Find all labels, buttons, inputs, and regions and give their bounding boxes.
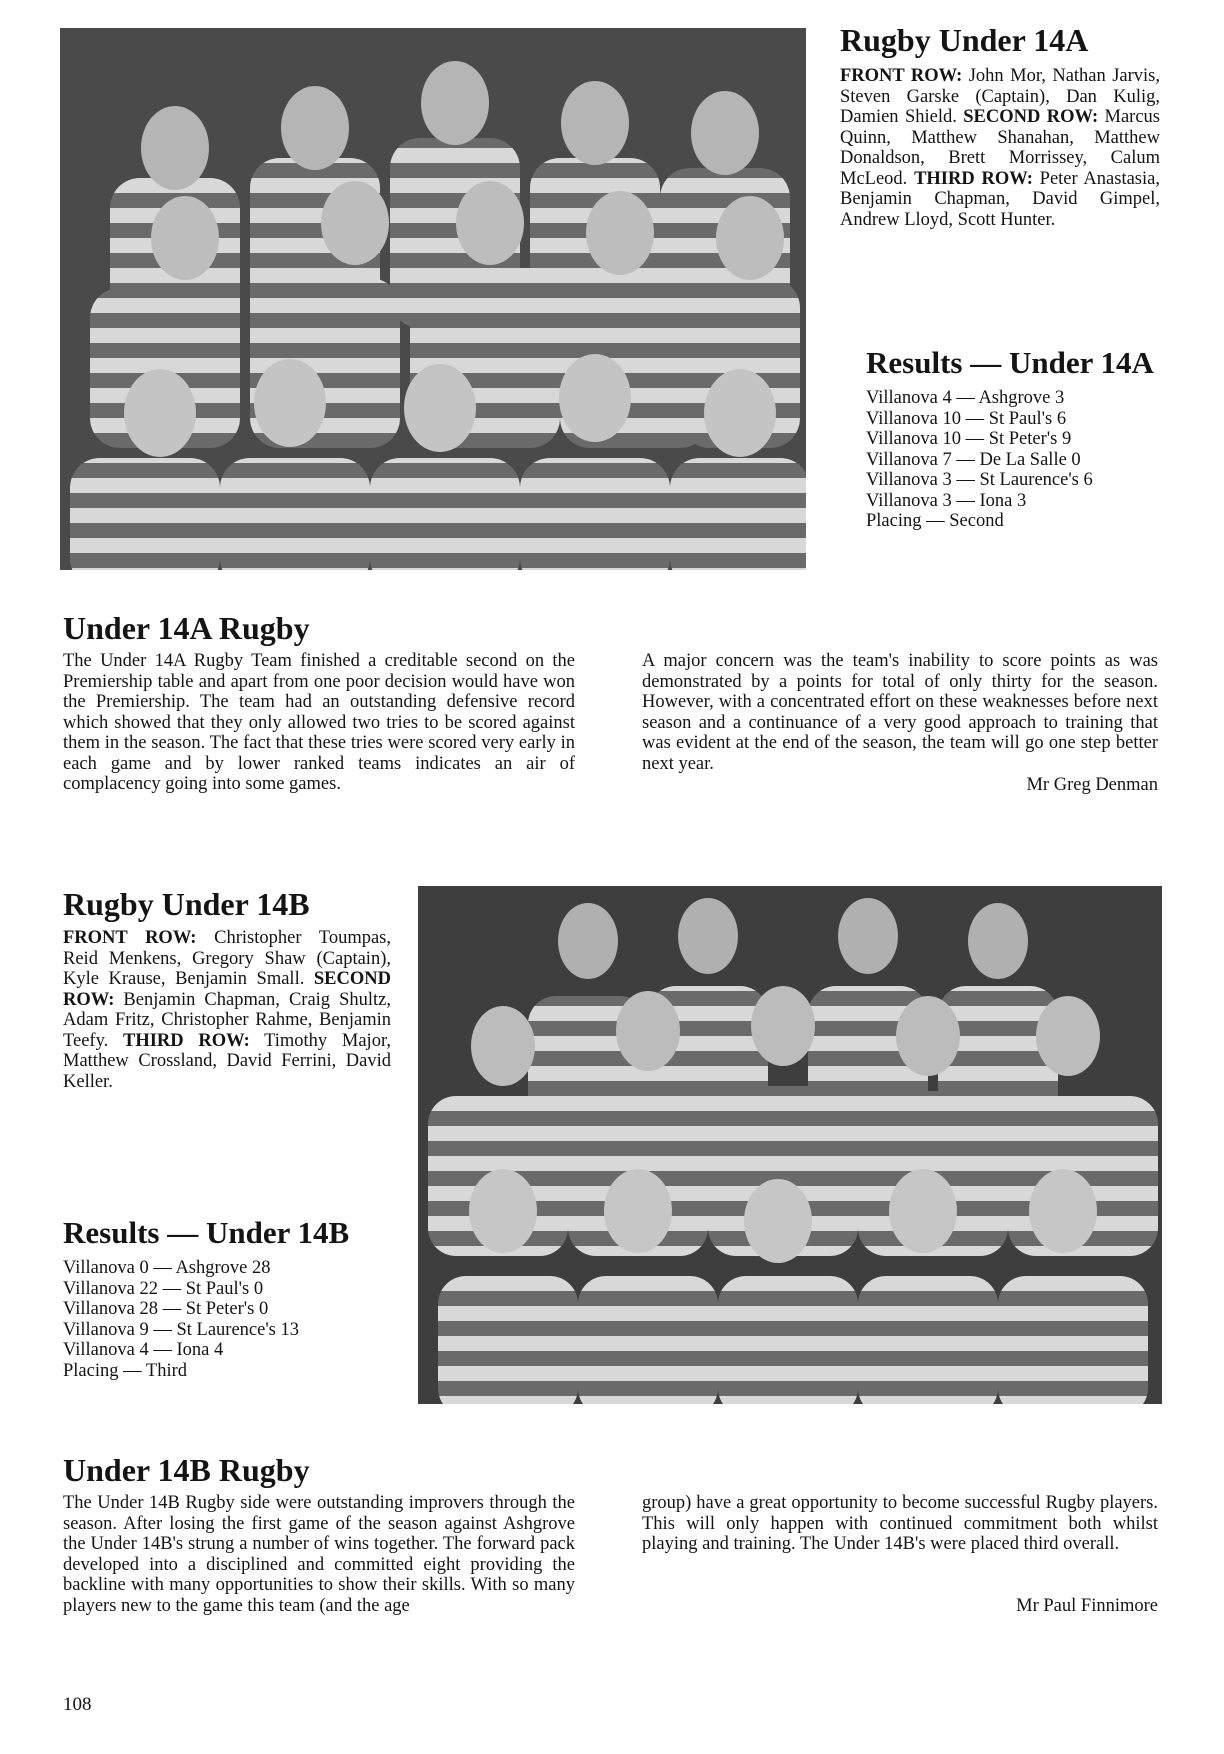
result-item: Placing — Third bbox=[63, 1360, 188, 1381]
result-item: Villanova 4 — Ashgrove 3 bbox=[866, 388, 1065, 408]
u14a-author: Mr Greg Denman bbox=[1026, 775, 1158, 795]
u14a-article-col2: A major concern was the team's inability to score points as was demonstrated by a points for total of only thirty for the season. However, with a concentrated effort on these weaknesses before next season and a continuance of a very good approach to training that was evident at the end of the season, the team will go one step better next year. bbox=[642, 651, 1158, 774]
u14a-article-title: Under 14A Rugby bbox=[63, 610, 310, 646]
u14a-caption-third-names: Peter Anastasia, Benjamin Chapman, David Gimpel, Andrew Lloyd, Scott Hunter. bbox=[840, 168, 1160, 230]
u14a-caption bbox=[840, 66, 1160, 230]
u14b-caption-label-third: THIRD ROW: bbox=[122, 1030, 250, 1051]
u14b-heading: Rugby Under 14B bbox=[63, 886, 310, 922]
team-photo-u14a-graphic bbox=[60, 28, 806, 570]
u14b-article-col1: The Under 14B Rugby side were outstanding improvers through the season. After losing the first game of the season against Ashgrove the Under 14B's strung a number of wins together. The forward pack developed into a disciplined and committed eight providing the backline with many opportunities to show their skills. With so many players new to the game this team (and the age bbox=[63, 1493, 575, 1616]
result-item: Villanova 4 — Iona 4 bbox=[63, 1340, 224, 1360]
result-item: Villanova 10 — St Paul's 6 bbox=[866, 408, 1067, 429]
u14a-caption-label-front: FRONT ROW: bbox=[840, 66, 963, 86]
u14b-results-title: Results — Under 14B bbox=[63, 1215, 350, 1250]
u14b-article-title: Under 14B Rugby bbox=[63, 1452, 310, 1488]
page-number: 108 bbox=[63, 1694, 92, 1715]
result-item: Villanova 0 — Ashgrove 28 bbox=[63, 1258, 271, 1278]
result-item: Villanova 3 — St Laurence's 6 bbox=[866, 470, 1093, 490]
result-item: Villanova 10 — St Peter's 9 bbox=[866, 429, 1072, 449]
u14a-heading: Rugby Under 14A bbox=[840, 22, 1089, 58]
u14b-caption-third-names: Timothy Major, Matthew Crossland, David Ferrini, David Keller. bbox=[63, 1030, 391, 1092]
u14a-caption-front-names: John Mor, Nathan Jarvis, Steven Garske (Captain), Dan Kulig, Damien Shield. bbox=[840, 66, 1160, 127]
result-item: Villanova 3 — Iona 3 bbox=[866, 490, 1027, 511]
team-photo-u14b-graphic bbox=[418, 886, 1162, 1404]
result-item: Placing — Second bbox=[866, 511, 1004, 531]
u14b-caption-second-names: Benjamin Chapman, Craig Shultz, Adam Fritz, Christopher Rahme, Benjamin Teefy. bbox=[63, 989, 391, 1051]
result-item: Villanova 7 — De La Salle 0 bbox=[866, 449, 1081, 470]
result-item: Villanova 9 — St Laurence's 13 bbox=[63, 1319, 299, 1340]
u14b-caption-front-names: Christopher Toumpas, Reid Menkens, Gregory Shaw (Captain), Kyle Krause, Benjamin Small. bbox=[63, 928, 391, 989]
u14b-caption-label-front: FRONT ROW: bbox=[63, 928, 197, 948]
team-photo-u14a bbox=[60, 28, 806, 570]
u14b-article-col2: group) have a great opportunity to become successful Rugby players. This will only happen with continued commitment both whilst playing and training. The Under 14B's were placed third overall. bbox=[642, 1493, 1158, 1554]
u14b-caption bbox=[63, 928, 391, 1092]
u14a-caption-label-second: SECOND ROW: bbox=[963, 107, 1099, 127]
u14a-results-list bbox=[866, 388, 1093, 532]
result-item: Villanova 28 — St Peter's 0 bbox=[63, 1299, 269, 1319]
u14b-author: Mr Paul Finnimore bbox=[1016, 1596, 1158, 1616]
u14a-caption-second-names: Marcus Quinn, Matthew Shanahan, Matthew Donaldson, Brett Morrissey, Calum McLeod. bbox=[840, 107, 1160, 189]
u14a-results-title: Results — Under 14A bbox=[866, 345, 1154, 380]
u14a-caption-label-third: THIRD ROW: bbox=[914, 168, 1033, 189]
team-photo-u14b bbox=[418, 886, 1162, 1404]
u14b-caption-label-second: SECOND ROW: bbox=[63, 969, 391, 1010]
result-item: Villanova 22 — St Paul's 0 bbox=[63, 1278, 264, 1299]
u14a-article-col1: The Under 14A Rugby Team finished a creditable second on the Premiership table and apart from one poor decision would have won the Premiership. The team had an outstanding defensive record which showed that they only allowed two tries to be scored against them in the season. The fact that these tries were scored very early in each game and by lower ranked teams indicates an air of complacency going into some games. bbox=[63, 651, 575, 794]
u14b-results-list bbox=[63, 1258, 299, 1381]
